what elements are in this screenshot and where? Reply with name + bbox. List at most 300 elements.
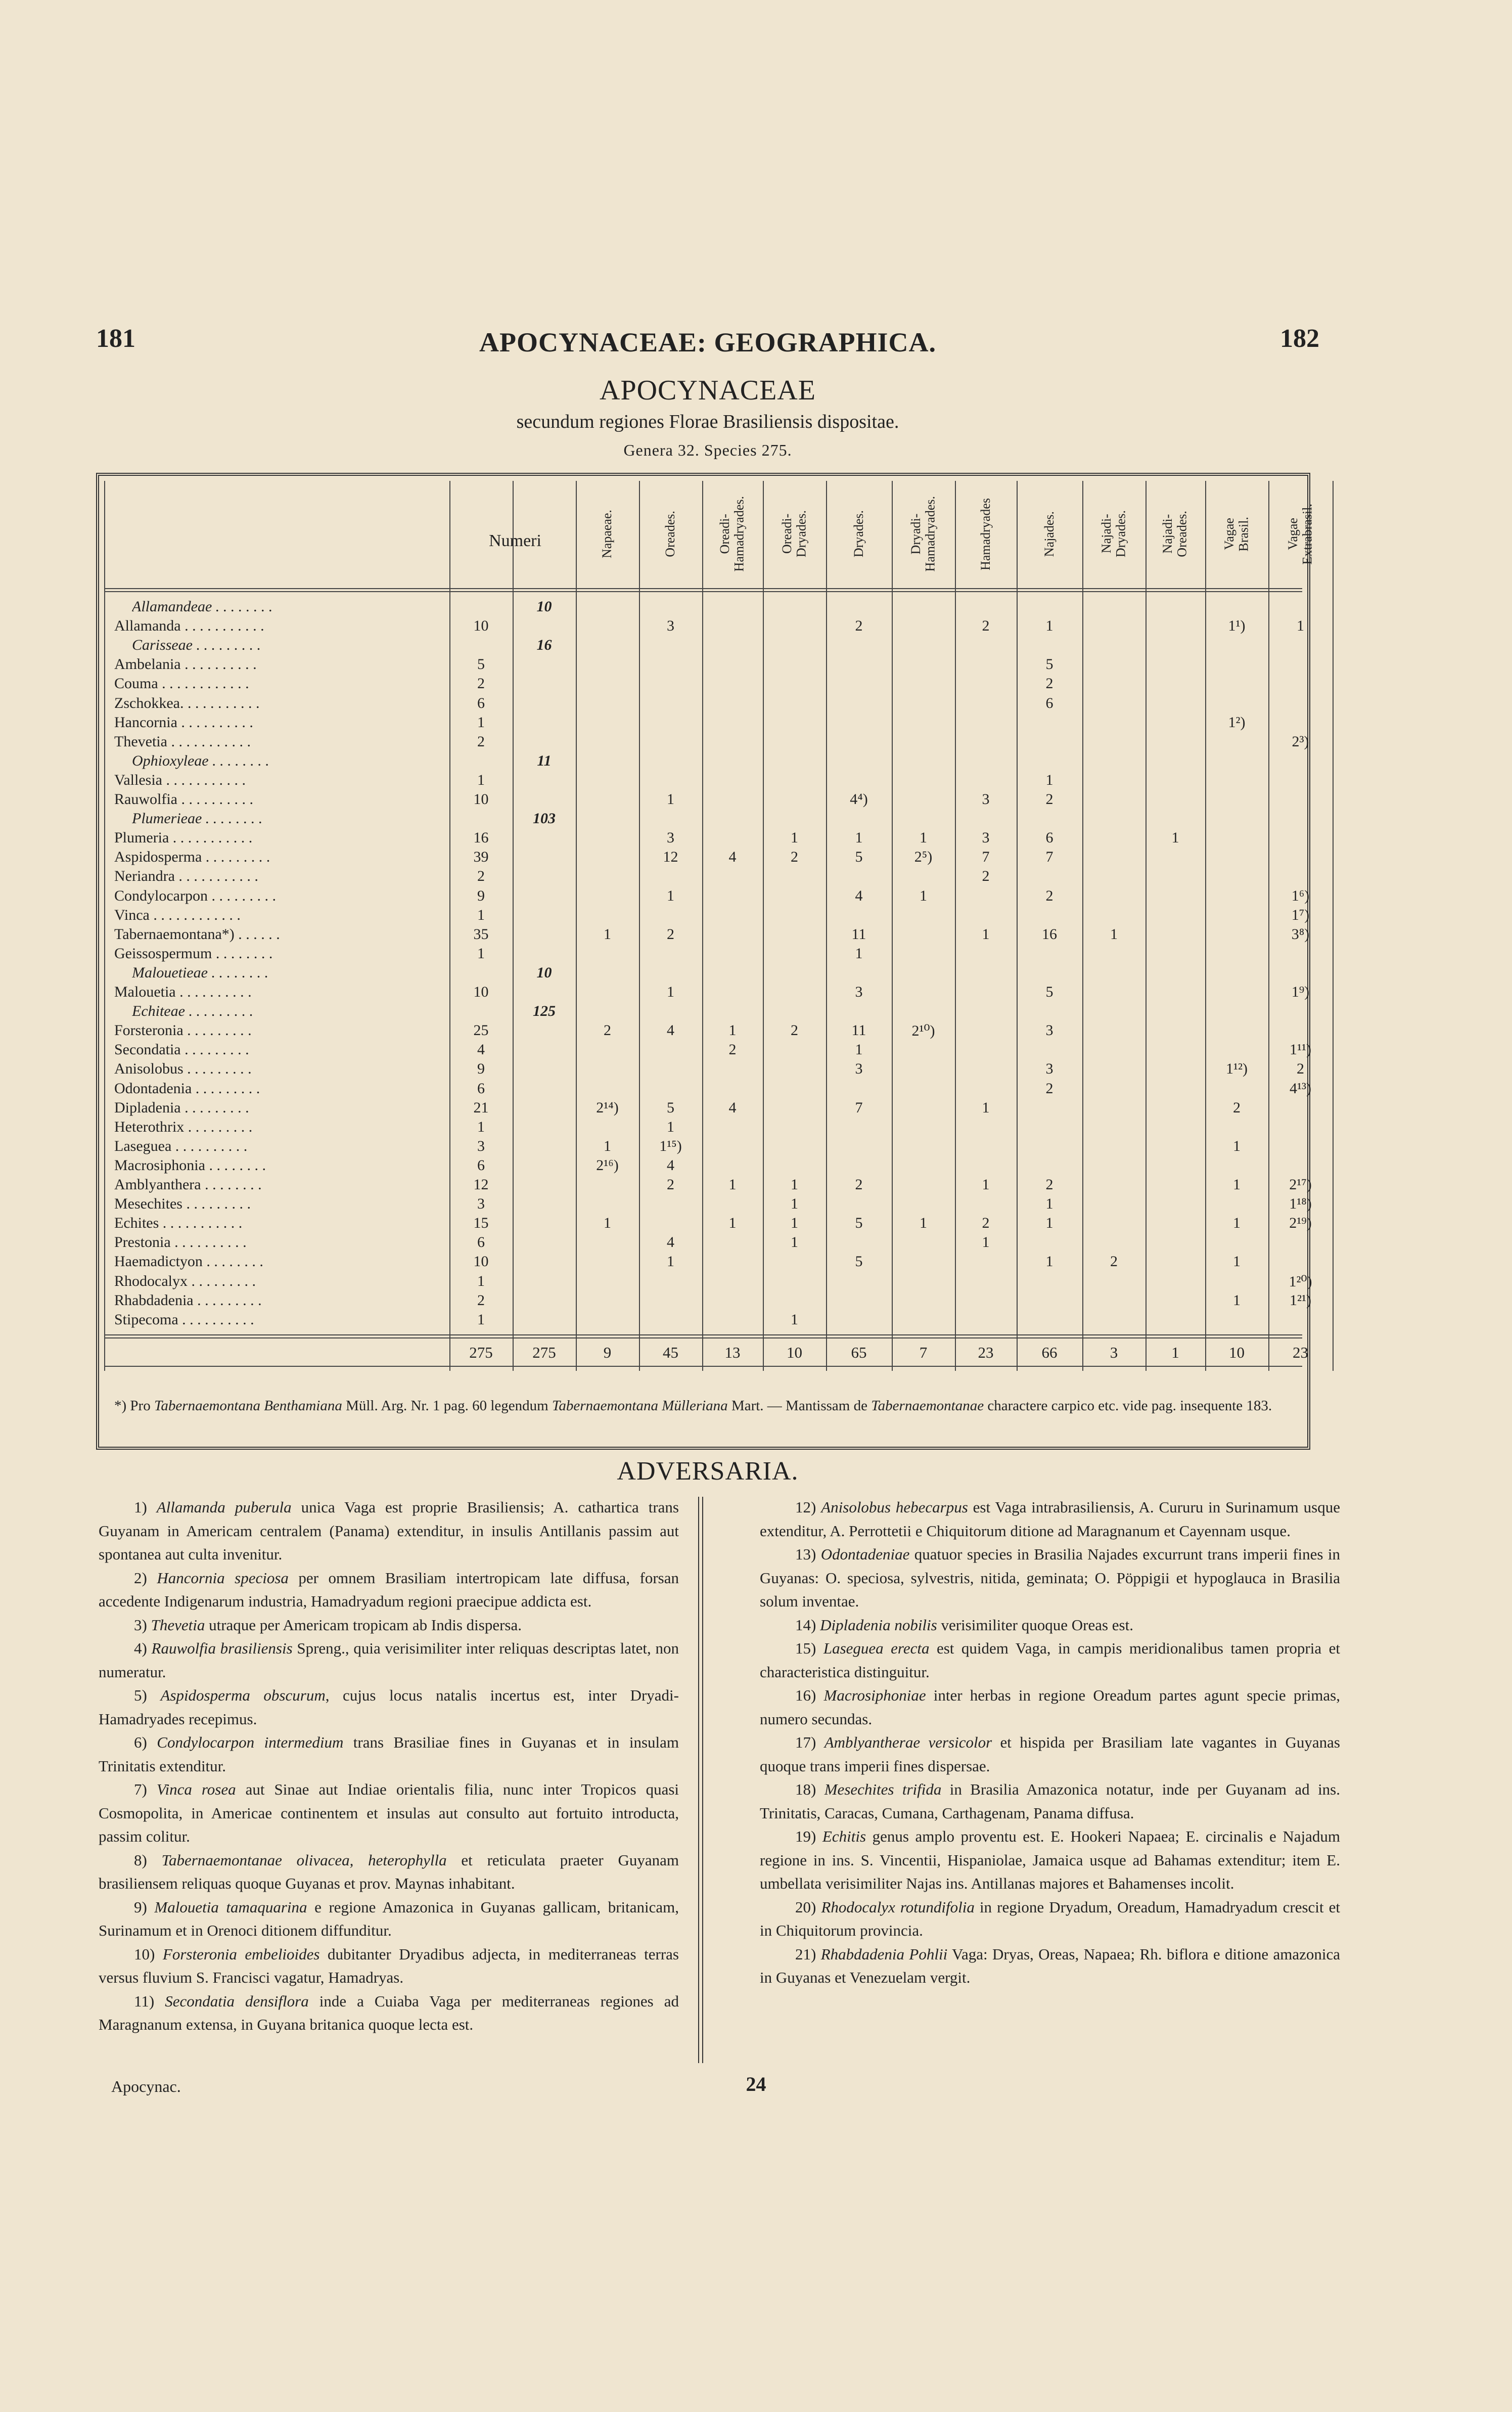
region-header [1146,481,1205,587]
tribe-name: Allamandeae . . . . . . . . [132,598,273,615]
genus-count: 25 [473,1022,489,1039]
genus-row [104,1195,1312,1215]
region-header-label: Napaeae. [600,510,615,558]
tribe-name: Echiteae . . . . . . . . . [132,1003,253,1020]
note-species: Allamanda puberula [156,1498,292,1516]
note-text: inde a Cuiaba Vaga per mediterraneas regiones ad Maragnanum extensa, in Guyana britanica quoque lecta est. [99,1992,679,2033]
genus-count: 1 [477,1272,485,1289]
genus-count: 4 [477,1041,485,1058]
note-text: verisimiliter quoque Oreas est. [937,1616,1133,1634]
tribe-count: 125 [533,1003,556,1020]
note-species: Rhodocalyx rotundifolia [821,1898,975,1916]
note-number: 13) [795,1545,821,1563]
genus-name: Prestonia . . . . . . . . . . [114,1234,247,1251]
note-text: in regione Dryadum, Oreadum, Hamadryadum crescit et in Chiquitorum provincia. [760,1898,1341,1939]
genus-name: Rauwolfia . . . . . . . . . . [114,791,253,808]
note-species: Mesechites trifida [824,1780,942,1798]
region-count: 1⁷) [1291,906,1310,923]
adversaria-note [99,1943,679,1990]
note-species: Amblyantherae versicolor [824,1733,992,1751]
region-count: 16 [1042,925,1057,943]
region-header-label: Najades. [1041,511,1057,557]
note-text: utraque per Americam tropicam ab Indis dispersa. [205,1616,522,1634]
genus-count: 15 [473,1215,489,1232]
note-number: 21) [795,1945,821,1963]
region-count: 2 [982,868,990,885]
region-count: 3⁸) [1291,925,1310,943]
genus-row [104,1138,1302,1157]
genus-name: Haemadictyon . . . . . . . . [114,1253,263,1270]
region-count: 2 [1045,1176,1053,1193]
genus-row [104,906,1310,926]
region-count: 3 [982,791,990,808]
region-count: 6 [1045,694,1053,711]
genus-count: 2 [477,733,485,750]
region-header-label: Vagae Extrabrasil. [1285,503,1315,565]
genus-name: Anisolobus . . . . . . . . . [114,1060,252,1078]
region-header [702,481,763,587]
region-count: 1 [791,1195,798,1213]
table-footnote [114,1395,1292,1416]
adversaria-note [99,1567,679,1614]
page-number-right: 182 [1280,324,1319,353]
genus-count: 1 [477,1311,485,1328]
region-count: 2 [1233,1099,1241,1116]
adversaria-note [760,1684,1340,1731]
note-species: Condylocarpon intermedium [157,1733,344,1751]
adversaria-note [760,1543,1340,1614]
note-number: 7) [134,1780,157,1798]
region-header-label: Oreades. [663,511,678,557]
genus-name: Echites . . . . . . . . . . . [114,1215,243,1232]
genus-row [104,1022,1302,1041]
region-count: 1 [982,1099,990,1116]
note-species: Rauwolfia brasiliensis [151,1639,293,1657]
region-count: 2¹⁰) [911,1022,935,1040]
genus-name: Plumeria . . . . . . . . . . . [114,829,253,846]
region-count: 1 [1045,617,1053,635]
signature-mark: Apocynac. [111,2077,181,2095]
genus-count: 1 [477,771,485,788]
note-text: trans Brasiliae fines in Guyanas et in insulam Trinitatis extenditur. [99,1733,679,1775]
genus-row [104,1272,1312,1292]
total-value: 9 [603,1343,612,1361]
genus-name: Aspidosperma . . . . . . . . . [114,848,270,866]
region-count: 2 [667,1176,674,1193]
region-count: 3 [1045,1060,1053,1078]
region-count: 5 [1045,984,1053,1000]
note-species: Echitis [822,1827,866,1845]
region-count: 2 [1297,1060,1304,1078]
grid-line [104,591,1302,592]
adversaria-left-column [99,1496,679,2037]
adversaria-note [760,1496,1340,1543]
region-count: 1 [728,1022,737,1039]
region-count: 3 [667,617,674,635]
tribe-name: Carisseae . . . . . . . . . [132,637,261,654]
region-count: 2¹⁹) [1289,1215,1312,1232]
note-text: aut Sinae aut Indiae orientalis filia, nunc inter Tropicos quasi Cosmopolita, in Americae continentem et insulas aut consulto aut fortuito introducta, passim colitur. [99,1780,679,1845]
note-text: est Vaga intrabrasiliensis, A. Cururu in Surinamum usque extenditur, A. Perrottetii e Chiquitorum ditione ad Maragnanum et Cayennam usque. [760,1498,1340,1540]
total-value: 1 [1171,1343,1179,1361]
note-species: Rhabdadenia Pohlii [820,1945,948,1963]
genus-name: Zschokkea. . . . . . . . . . . [114,694,260,711]
note-text: genus amplo proventu est. E. Hookeri Napaea; E. circinalis e Najadum regione in ins. S. Vincentii, Hispaniolae, Jamaica usque ad Bahamas extenditur; item E. umbellata verisimiliter Najas ins. Antillanas majores et Bahamenses incolit. [760,1827,1340,1892]
note-text: in Brasilia Amazonica notatur, inde per Guyanam ad ins. Trinitatis, Caracas, Cumana, Carthagenam, Panama diffusa. [760,1780,1340,1822]
tribe-row [104,1003,1302,1022]
region-count: 2 [1045,675,1053,692]
region-count: 1 [791,1311,798,1328]
adversaria-note [760,1825,1340,1896]
region-count: 2¹⁴) [596,1099,619,1116]
region-count: 2⁵) [914,848,933,866]
region-count: 1 [604,925,611,943]
genus-count: 5 [477,656,485,673]
region-header [639,481,702,587]
note-number: 12) [795,1498,821,1516]
adversaria-note [99,1614,679,1637]
note-species: Laseguea erecta [823,1639,930,1657]
region-count: 1¹⁸) [1289,1195,1312,1213]
adversaria-note [99,1731,679,1778]
column-divider [698,1497,703,2063]
region-header-label: Dryades. [851,510,866,558]
genus-count: 35 [473,925,489,943]
region-header [955,481,1017,587]
numeri-header: Numeri [489,531,541,550]
adversaria-note [760,1614,1340,1637]
region-header-label: Oreadi- Dryades. [779,510,809,558]
region-count: 1 [667,1253,674,1270]
region-header [1017,481,1082,587]
region-count: 2 [1045,1080,1053,1097]
note-text: Vaga: Dryas, Oreas, Napaea; Rh. biflora e ditione amazonica in Guyanas et Venezuelam vergit. [760,1945,1341,1986]
region-count: 1 [982,1234,990,1251]
region-count: 1 [920,887,927,904]
genus-count: 1 [477,906,485,923]
genus-name: Tabernaemontana*) . . . . . . [114,925,280,943]
tribe-count: 10 [536,964,552,981]
grid-line [104,1337,1302,1338]
region-count: 5 [667,1099,674,1116]
adversaria-note [99,1896,679,1943]
region-count: 1 [855,1041,863,1058]
region-count: 1 [1233,1291,1241,1309]
note-number: 16) [795,1686,824,1704]
note-number: 15) [795,1639,823,1657]
total-value: 7 [919,1343,928,1361]
genus-row [104,1291,1311,1311]
note-number: 14) [795,1616,820,1634]
genus-count: 6 [477,694,485,711]
region-count: 1 [791,1215,798,1232]
region-count: 2 [604,1022,611,1039]
region-count: 1 [855,945,863,962]
genus-name: Condylocarpon . . . . . . . . . [114,887,276,904]
note-species: Forsteronia embelioides [162,1945,320,1963]
region-count: 1 [1110,925,1118,943]
tribe-count: 11 [537,752,552,769]
footnote-text: *) Pro [114,1398,154,1414]
page-header [96,324,1319,364]
region-count: 1 [855,829,863,846]
region-count: 1 [1045,1195,1053,1213]
region-count: 1 [1233,1215,1241,1232]
genus-row [104,656,1302,675]
genus-count: 2 [477,1291,485,1309]
note-text: , cujus locus natalis incertus est, inter Dryadi-Hamadryades recepimus. [99,1686,679,1728]
grid-line [1333,481,1334,1371]
totals-row [104,1343,1308,1363]
region-count: 5 [855,1215,863,1232]
note-text: et hispida per Brasiliam late vagantes in Guyanas quoque trans imperii fines dispersae. [760,1733,1340,1775]
note-text: et reticulata praeter Guyanam brasiliensem reliquas quoque Guyanas et prov. Maynas inhabitant. [99,1851,679,1892]
region-count: 2³) [1292,733,1309,750]
note-number: 6) [134,1733,157,1751]
region-count: 2 [982,617,990,635]
region-count: 1 [667,791,674,808]
genus-row [104,1119,1302,1138]
region-header-label: Oreadi- Hamadryades. [717,496,747,572]
region-count: 7 [982,848,990,866]
genus-name: Secondatia . . . . . . . . . [114,1041,249,1058]
tribe-row [104,637,1302,656]
genus-count: 1 [477,1118,485,1135]
tribe-name: Plumerieae . . . . . . . . [132,810,263,827]
note-species: Dipladenia nobilis [820,1616,937,1634]
note-text: est quidem Vaga, in campis meridionalibus tamen propria et characteristica distinguitur. [760,1639,1340,1681]
total-value: 3 [1110,1343,1118,1361]
note-number: 9) [134,1898,155,1916]
grid-line [104,1334,1302,1335]
tribe-row [104,964,1302,984]
total-value: 275 [469,1343,493,1361]
tribe-count: 10 [536,598,552,615]
table-body [104,481,1315,1442]
genus-name: Forsteronia . . . . . . . . . [114,1022,252,1039]
region-count: 1 [604,1137,611,1154]
total-value: 13 [724,1343,741,1361]
adversaria-note [99,1849,679,1896]
footnote-species: Tabernaemontanae [871,1398,984,1414]
genus-row [104,733,1309,752]
region-count: 2 [982,1215,990,1232]
genus-row [104,1253,1302,1272]
region-header [826,481,892,587]
footnote-species: Tabernaemontana Benthamiana [154,1398,342,1414]
total-value: 10 [1229,1343,1245,1361]
genus-row [104,925,1310,945]
genus-name: Dipladenia . . . . . . . . . [114,1099,249,1116]
adversaria-note [760,1943,1340,1990]
total-value: 45 [663,1343,678,1361]
region-header [1205,481,1268,587]
genus-name: Macrosiphonia . . . . . . . . [114,1156,266,1174]
note-species: Vinca rosea [156,1780,236,1798]
region-count: 1 [728,1215,737,1232]
tribe-row [104,752,1302,772]
region-header [892,481,955,587]
genus-name: Heterothrix . . . . . . . . . [114,1118,253,1135]
region-count: 1⁹) [1291,984,1310,1000]
region-count: 2 [667,925,674,943]
note-number: 10) [134,1945,163,1963]
region-count: 2¹⁶) [596,1156,619,1174]
region-count: 3 [982,829,990,846]
footnote-text: Mart. — Mantissam de [727,1398,872,1414]
genus-count: 6 [477,1080,485,1097]
genus-name: Malouetia . . . . . . . . . . [114,984,252,1000]
region-count: 1 [604,1215,611,1232]
region-count: 1 [791,829,798,846]
genus-row [104,1041,1311,1060]
genus-name: Ambelania . . . . . . . . . . [114,656,257,673]
region-header-label: Najadi- Oreades. [1160,511,1189,557]
genus-count: 1 [477,945,485,962]
genus-name: Allamanda . . . . . . . . . . . [114,617,264,635]
genus-count: 10 [473,791,489,808]
genus-count: 1 [477,713,485,731]
note-number: 17) [795,1733,824,1751]
adversaria-note [99,1496,679,1567]
adversaria-note [760,1637,1340,1684]
note-number: 1) [134,1498,157,1516]
region-count: 2 [855,1176,863,1193]
note-species: Macrosiphoniae [823,1686,926,1704]
note-number: 11) [134,1992,165,2010]
region-count: 4 [855,887,863,904]
region-count: 1¹²) [1226,1060,1248,1078]
genus-count: 39 [473,848,489,866]
total-value: 66 [1041,1343,1058,1361]
note-number: 19) [795,1827,822,1845]
region-count: 1¹⁵) [659,1137,682,1154]
region-count: 2 [855,617,863,635]
region-count: 1 [1045,1215,1053,1232]
region-count: 3 [855,1060,863,1078]
tribe-row [104,810,1302,829]
region-count: 5 [1045,656,1053,673]
genus-row [104,675,1302,694]
genus-count: 9 [477,1060,485,1078]
genus-row [104,1215,1312,1234]
tribe-name: Ophioxyleae . . . . . . . . [132,752,269,769]
adversaria-note [99,1637,679,1684]
region-header-label: Vagae Brasil. [1221,516,1251,552]
region-count: 3 [667,829,674,846]
region-count: 1¹¹) [1290,1041,1311,1058]
region-count: 1 [920,829,927,846]
genus-name: Laseguea . . . . . . . . . . [114,1137,248,1154]
note-number: 20) [795,1898,821,1916]
region-count: 4 [728,1099,737,1116]
total-value: 275 [532,1343,556,1361]
region-count: 3 [855,984,863,1000]
genus-row [104,1099,1302,1119]
footnote-species: Tabernaemontana Mülleriana [552,1398,728,1414]
genus-row [104,984,1310,1003]
genus-count: 21 [473,1099,489,1116]
table-title: APOCYNACEAE [600,375,816,406]
genus-name: Neriandra . . . . . . . . . . . [114,868,258,885]
note-text: e regione Amazonica in Guyanas gallicam, britanicam, Surinamum et in Orenoci ditionem diffunditur. [99,1898,679,1939]
table-subtitle: secundum regiones Florae Brasiliensis dispositae. [516,411,899,432]
total-value: 23 [1293,1343,1308,1361]
region-count: 5 [855,1253,863,1270]
tribe-row [104,598,1302,617]
region-count: 1 [1233,1253,1241,1270]
genus-count: 6 [477,1156,485,1174]
note-text: Spreng., quia verisimiliter inter reliquas descriptas latet, non numeratur. [99,1639,679,1681]
genus-name: Mesechites . . . . . . . . . [114,1195,251,1213]
genus-row [104,848,1302,868]
tribe-count: 16 [536,637,552,654]
region-count: 1 [982,1176,990,1193]
genus-row [104,1176,1312,1195]
genus-name: Couma . . . . . . . . . . . . [114,675,249,692]
total-value: 65 [851,1343,867,1361]
region-count: 3 [1045,1022,1053,1039]
region-header [576,481,639,587]
note-species: Anisolobus hebecarpus [821,1498,968,1516]
genus-name: Vinca . . . . . . . . . . . . [114,906,241,923]
region-count: 4 [667,1156,674,1174]
tribe-count: 103 [533,810,556,827]
region-count: 1 [1233,1137,1241,1154]
region-count: 1 [1233,1176,1241,1193]
adversaria-note [760,1731,1340,1778]
region-header [763,481,826,587]
region-count: 1 [1045,771,1053,788]
region-count: 1 [667,1118,674,1135]
genus-name: Stipecoma . . . . . . . . . . [114,1311,254,1328]
genus-count: 10 [473,984,489,1000]
genus-count: 2 [477,868,485,885]
genus-count: 6 [477,1234,485,1251]
distribution-table [96,473,1315,1450]
genus-count: 3 [477,1137,485,1154]
running-title: APOCYNACEAE: GEOGRAPHICA. [479,327,936,358]
note-species: Hancornia speciosa [157,1569,289,1587]
genus-name: Geissospermum . . . . . . . . [114,945,273,962]
region-count: 1 [982,925,990,943]
region-header-label: Najadi- Dryades. [1098,510,1128,558]
region-count: 2 [1045,791,1053,808]
note-species: Malouetia tamaquarina [154,1898,307,1916]
region-count: 2 [1045,887,1053,904]
region-count: 5 [855,848,863,866]
note-number: 5) [134,1686,161,1704]
genus-name: Vallesia . . . . . . . . . . . [114,771,246,788]
note-text: per omnem Brasiliam intertropicam late diffusa, forsan accedente Indigenarum industria, Hamadryadum regioni praecipue addicta est. [99,1569,679,1610]
note-text: quatuor species in Brasilia Najades excurrunt trans imperii fines in Guyanas: O. speciosa, sylvestris, nitida, geminata; O. Pöppigii et hypoglauca in Brasilia solum inventae. [760,1545,1340,1610]
tribe-name: Malouetieae . . . . . . . . [132,964,268,981]
note-number: 3) [134,1616,151,1634]
grid-line [104,588,1302,589]
genus-count: 3 [477,1195,485,1213]
region-count: 2 [728,1041,737,1058]
footer-page-number: 24 [746,2073,766,2095]
total-value: 10 [787,1343,802,1361]
genus-count: 16 [473,829,489,846]
region-count: 11 [851,1022,866,1039]
note-text: unica Vaga est proprie Brasiliensis; A. cathartica trans Guyanam in Americam centralem (Panama) extenditur, in insulis Antillanis passim aut spontanea aut culta invenitur. [99,1498,679,1563]
region-count: 7 [1045,848,1053,866]
region-count: 4 [728,848,737,866]
genus-count: 10 [473,1253,489,1270]
grid-line [104,1366,1302,1367]
region-count: 1 [667,887,674,904]
